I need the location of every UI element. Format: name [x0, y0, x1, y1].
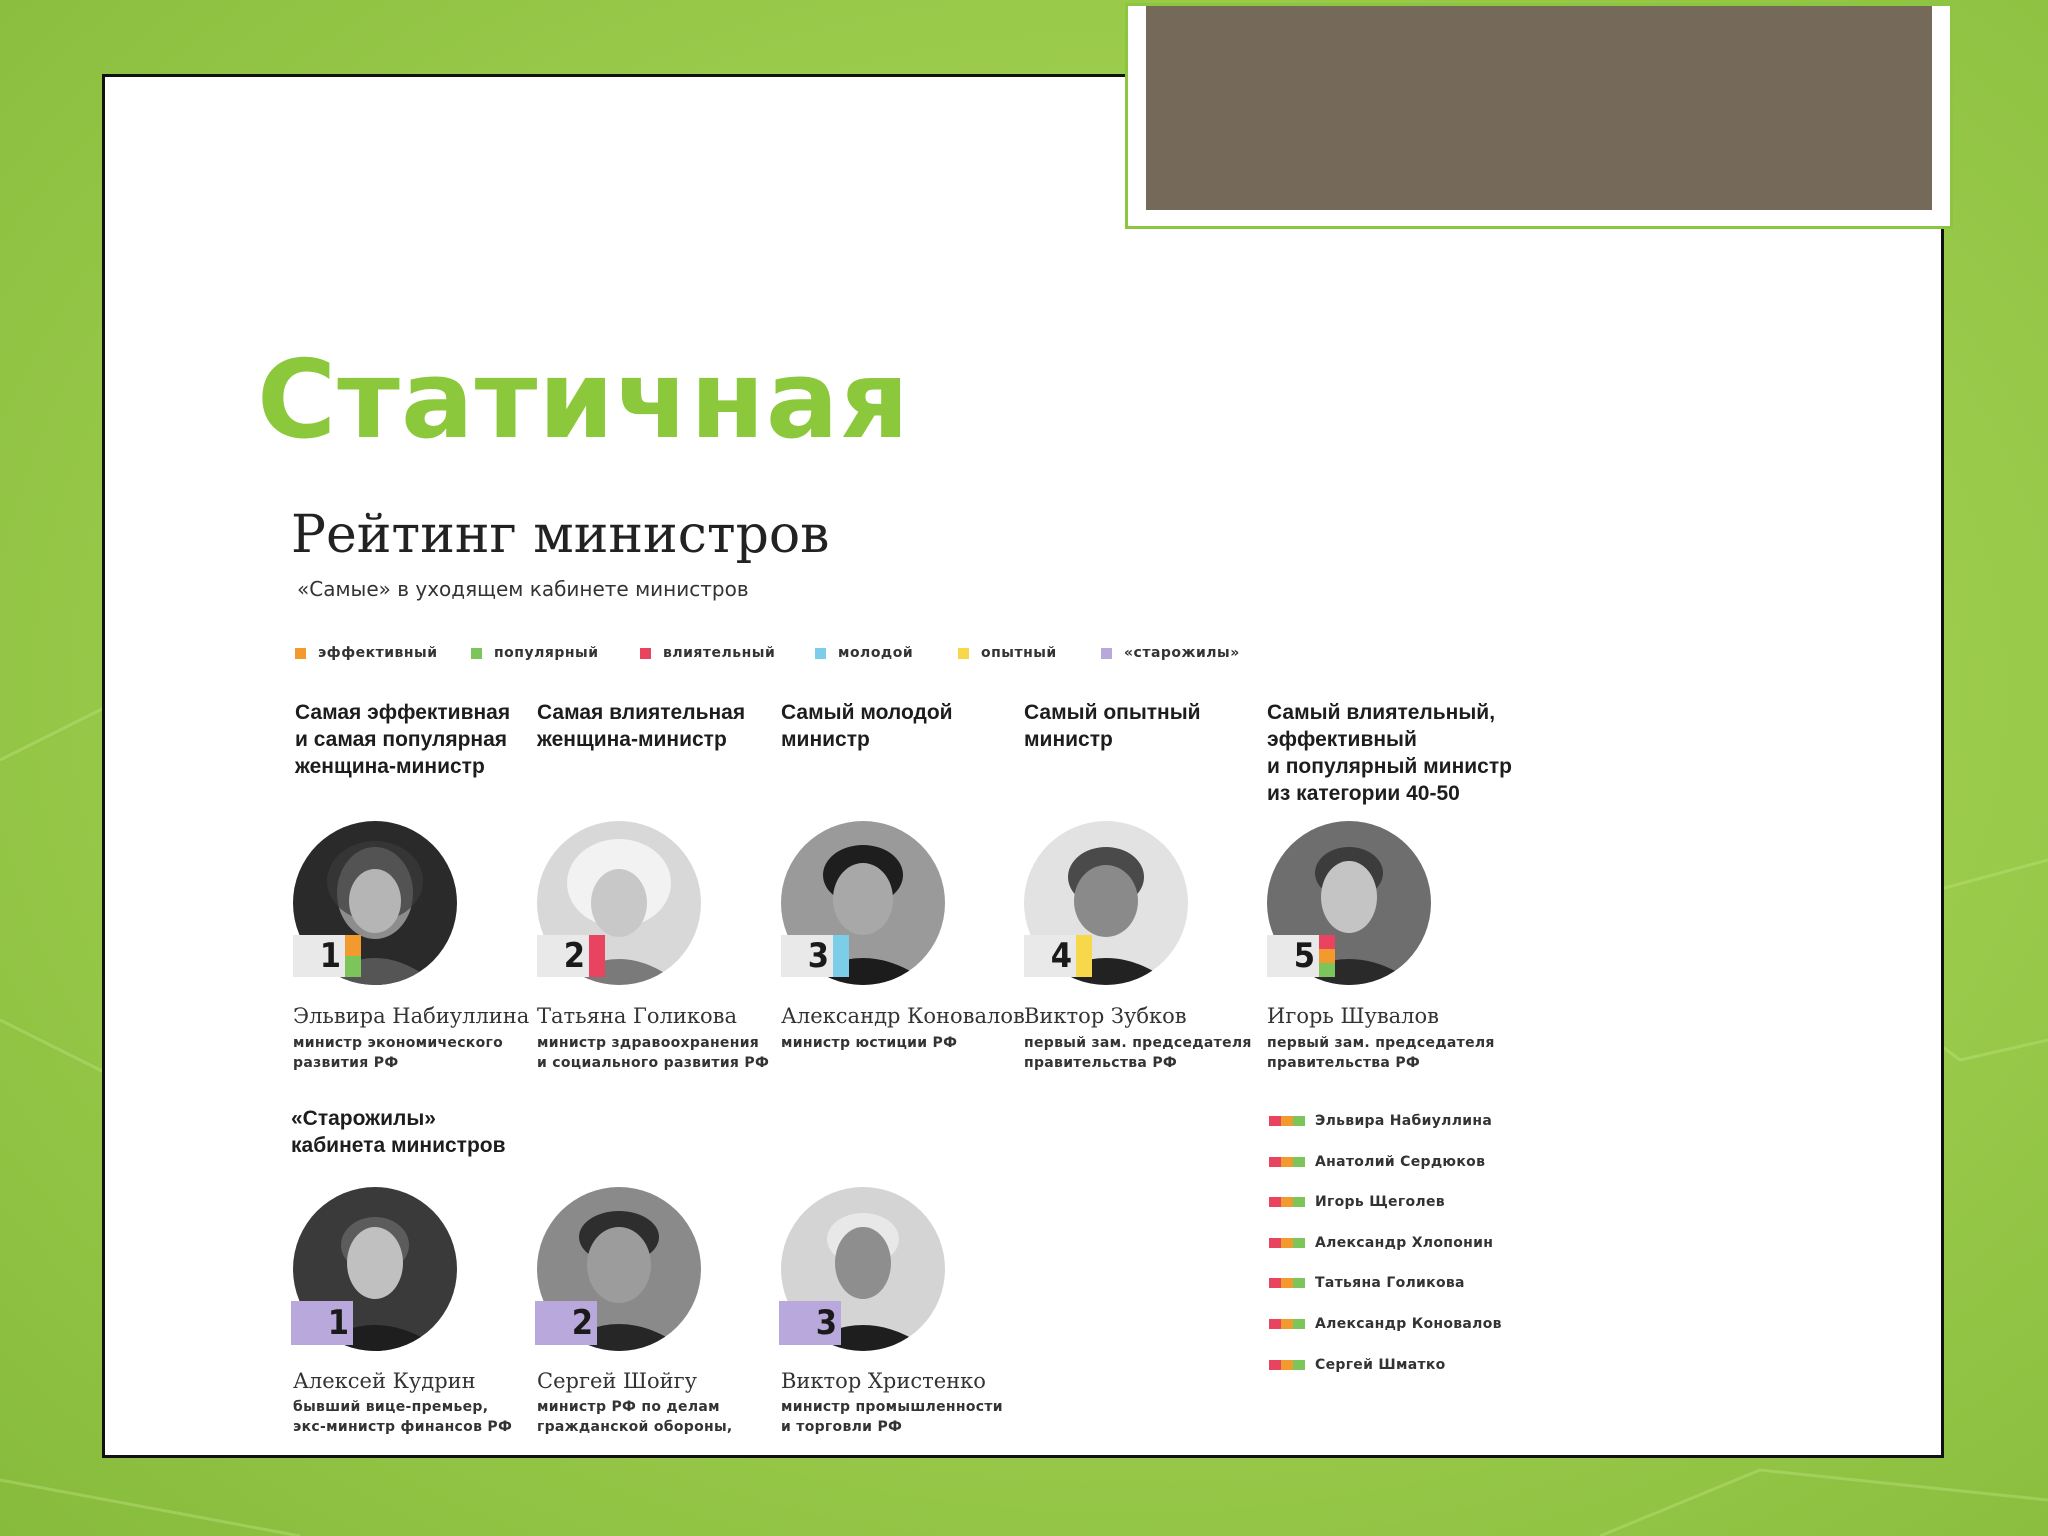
old-timers-heading: «Старожилы» кабинета министров — [291, 1107, 506, 1157]
list-item — [1269, 1233, 1493, 1253]
minister-role: первый зам. председателя правительства РФ — [1024, 1035, 1252, 1071]
rank-color-bars — [345, 935, 361, 977]
slide-title: Статичная — [257, 338, 910, 463]
minister-role: министр здравоохранения и социального развития РФ — [537, 1035, 770, 1071]
legend-label: молодой — [838, 645, 914, 661]
rank-number: 2 — [563, 936, 585, 976]
category-heading: Самый молодой министр — [781, 701, 953, 751]
rank-number: 1 — [319, 936, 341, 976]
legend-swatch — [1101, 648, 1112, 659]
category-heading: Самая влиятельная женщина-министр — [537, 701, 746, 751]
legend-swatch — [958, 648, 969, 659]
old-timer-name: Алексей Кудрин — [293, 1369, 476, 1393]
rank-badge — [1267, 935, 1335, 977]
minister-name: Эльвира Набиуллина — [293, 1004, 530, 1028]
minister-name: Александр Коновалов — [781, 1004, 1025, 1028]
rank-number: 1 — [327, 1303, 349, 1343]
list-item-name: Александр Коновалов — [1315, 1316, 1502, 1332]
list-item-name: Татьяна Голикова — [1315, 1275, 1465, 1291]
old-timer-name: Сергей Шойгу — [537, 1369, 698, 1393]
old-timer-role: бывший вице-премьер, экс-министр финансов РФ — [293, 1399, 513, 1435]
rank-number: 2 — [571, 1303, 593, 1343]
list-item — [1269, 1192, 1445, 1212]
list-item — [1269, 1355, 1446, 1375]
rank-badge — [779, 1301, 841, 1345]
rank-number: 4 — [1050, 936, 1072, 976]
legend-swatch — [815, 648, 826, 659]
list-item-name: Сергей Шматко — [1315, 1357, 1446, 1373]
infographic-subtitle: «Самые» в уходящем кабинете министров — [297, 577, 749, 601]
header-box — [1125, 3, 1953, 229]
rank-badge — [781, 935, 849, 977]
list-item-name: Александр Хлопонин — [1315, 1235, 1494, 1251]
rank-color-bars — [1076, 935, 1092, 977]
rank-badge — [291, 1301, 353, 1345]
old-timer-role: министр РФ по делам гражданской обороны, — [537, 1399, 733, 1435]
rank-number: 5 — [1293, 936, 1315, 976]
legend-swatch — [471, 648, 482, 659]
old-timer-role: министр промышленности и торговли РФ — [781, 1399, 1003, 1435]
category-heading: Самый влиятельный, эффективный и популярный министр из категории 40-50 — [1267, 701, 1512, 805]
rank-badge — [535, 1301, 597, 1345]
legend-item — [1101, 643, 1240, 663]
infographic-title: Рейтинг министров — [291, 505, 830, 565]
legend-item — [471, 643, 599, 663]
legend-label: опытный — [981, 645, 1057, 661]
minister-name: Виктор Зубков — [1024, 1004, 1187, 1028]
list-item — [1269, 1314, 1502, 1334]
category-heading: Самая эффективная и самая популярная женщина-министр — [295, 701, 511, 778]
header-placeholder — [1146, 6, 1932, 210]
legend-label: эффективный — [318, 645, 438, 661]
legend-item — [295, 643, 438, 663]
legend-label: популярный — [494, 645, 599, 661]
legend-item — [815, 643, 913, 663]
rank-color-bars — [1319, 935, 1335, 977]
rank-badge — [293, 935, 361, 977]
legend-label: «старожилы» — [1124, 645, 1240, 661]
minister-name: Игорь Шувалов — [1267, 1004, 1439, 1028]
list-item-name: Эльвира Набиуллина — [1315, 1113, 1493, 1129]
minister-role: первый зам. председателя правительства РФ — [1267, 1035, 1495, 1071]
list-item — [1269, 1273, 1465, 1293]
list-item — [1269, 1111, 1492, 1131]
slide-canvas — [102, 74, 1944, 1458]
minister-role: министр юстиции РФ — [781, 1035, 958, 1051]
rank-badge — [1024, 935, 1092, 977]
legend-item — [958, 643, 1057, 663]
legend-item — [640, 643, 775, 663]
list-item — [1269, 1152, 1485, 1172]
old-timer-name: Виктор Христенко — [781, 1369, 986, 1393]
list-item-name: Анатолий Сердюков — [1315, 1154, 1486, 1170]
rank-badge — [537, 935, 605, 977]
legend-swatch — [640, 648, 651, 659]
legend-swatch — [295, 648, 306, 659]
rank-number: 3 — [807, 936, 829, 976]
rank-number: 3 — [815, 1303, 837, 1343]
minister-name: Татьяна Голикова — [537, 1004, 738, 1028]
list-item-name: Игорь Щеголев — [1315, 1194, 1445, 1210]
category-heading: Самый опытный министр — [1024, 701, 1201, 751]
rank-color-bars — [833, 935, 849, 977]
minister-role: министр экономического развития РФ — [293, 1035, 504, 1071]
rank-color-bars — [589, 935, 605, 977]
legend-label: влиятельный — [663, 645, 776, 661]
